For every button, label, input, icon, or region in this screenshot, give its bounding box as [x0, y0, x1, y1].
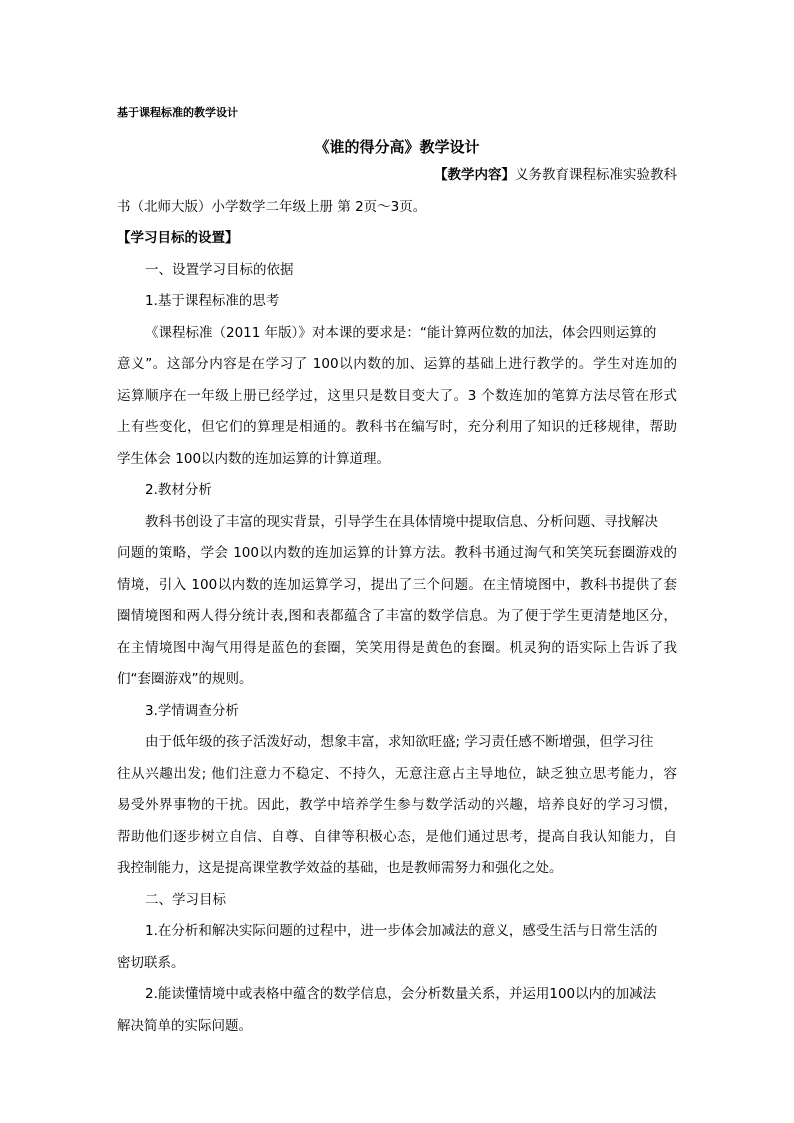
subheading-goals: 二、学习目标: [145, 891, 226, 908]
goal-line: 1.在分析和解决实际问题的过程中，进一步体会加减法的意义，感受生活与日常生活的: [145, 923, 658, 939]
paragraph-line: 由于低年级的孩子活泼好动，想象丰富，求知欲旺盛; 学习责任感不断增强，但学习往: [145, 734, 654, 750]
goal-line: 解决简单的实际问题。: [117, 1017, 252, 1034]
document-body: [117, 160, 677, 1042]
document-title: 《谁的得分高》教学设计: [314, 138, 480, 156]
paragraph-line: 帮助他们逐步树立自信、自尊、自律等积极心态，是他们通过思考，提高自我认知能力，自: [117, 828, 677, 845]
paragraph-line: 情境，引入 100以内数的连加运算学习，提出了三个问题。在主情境图中，教科书提供了套: [117, 576, 677, 593]
paragraph-line: 意义”。这部分内容是在学习了 100以内数的加、运算的基础上进行教学的。学生对连加的: [117, 356, 677, 372]
content-label: 【教学内容】: [434, 167, 515, 183]
paragraph-line: 在主情境图中淘气用得是蓝色的套圈，笑笑用得是黄色的套圈。机灵狗的语实际上告诉了我: [117, 639, 677, 656]
paragraph-line: 易受外界事物的干扰。因此，教学中培养学生参与数学活动的兴趣，培养良好的学习习惯，: [117, 797, 677, 813]
item-heading-curriculum: 1.基于课程标准的思考: [145, 293, 280, 309]
subheading-basis: 一、设置学习目标的依据: [145, 261, 294, 278]
goal-line: 密切联系。: [117, 954, 185, 971]
paragraph-line: 我控制能力，这是提高课堂教学效益的基础，也是教师需努力和强化之处。: [117, 860, 563, 876]
content-text: 义务教育课程标准实验教科: [515, 167, 677, 183]
paragraph-line: 往从兴趣出发; 他们注意力不稳定、不持久，无意注意占主导地位，缺乏独立思考能力，容: [117, 765, 677, 782]
paragraph-line: 学生体会 100以内数的连加运算的计算道理。: [117, 450, 391, 467]
paragraph-line: 圈情境图和两人得分统计表,图和表都蕴含了丰富的数学信息。为了便于学生更清楚地区分，: [117, 608, 677, 624]
header-note: 基于课程标准的教学设计: [117, 106, 238, 119]
goal-line: 2.能读懂情境中或表格中蕴含的数学信息，会分析数量关系，并运用100以内的加减法: [145, 986, 657, 1002]
paragraph-line: 们“套圈游戏”的规则。: [117, 671, 253, 687]
section-heading-goals: 【学习目标的设置】: [117, 230, 239, 246]
paragraph-line: 《课程标准（2011 年版）》对本课的要求是：“能计算两位数的加法，体会四则运算的: [145, 324, 657, 341]
content-line: 书（北师大版）小学数学二年级上册 第 2页～3页。: [117, 198, 427, 215]
paragraph-line: 教科书创设了丰富的现实背景，引导学生在具体情境中提取信息、分析问题、寻找解决: [145, 513, 658, 530]
paragraph-line: 问题的策略，学会 100以内数的连加运算的计算方法。教科书通过淘气和笑笑玩套圈游戏的: [117, 545, 677, 561]
item-heading-students: 3.学情调查分析: [145, 702, 239, 719]
paragraph-line: 上有些变化，但它们的算理是相通的。教科书在编写时，充分利用了知识的迁移规律，帮助: [117, 419, 677, 435]
paragraph-line: 运算顺序在一年级上册已经学过，这里只是数目变大了。3 个数连加的笔算方法尽管在形式: [117, 387, 677, 404]
item-heading-textbook: 2.教材分析: [145, 482, 212, 498]
content-line: [117, 160, 677, 192]
